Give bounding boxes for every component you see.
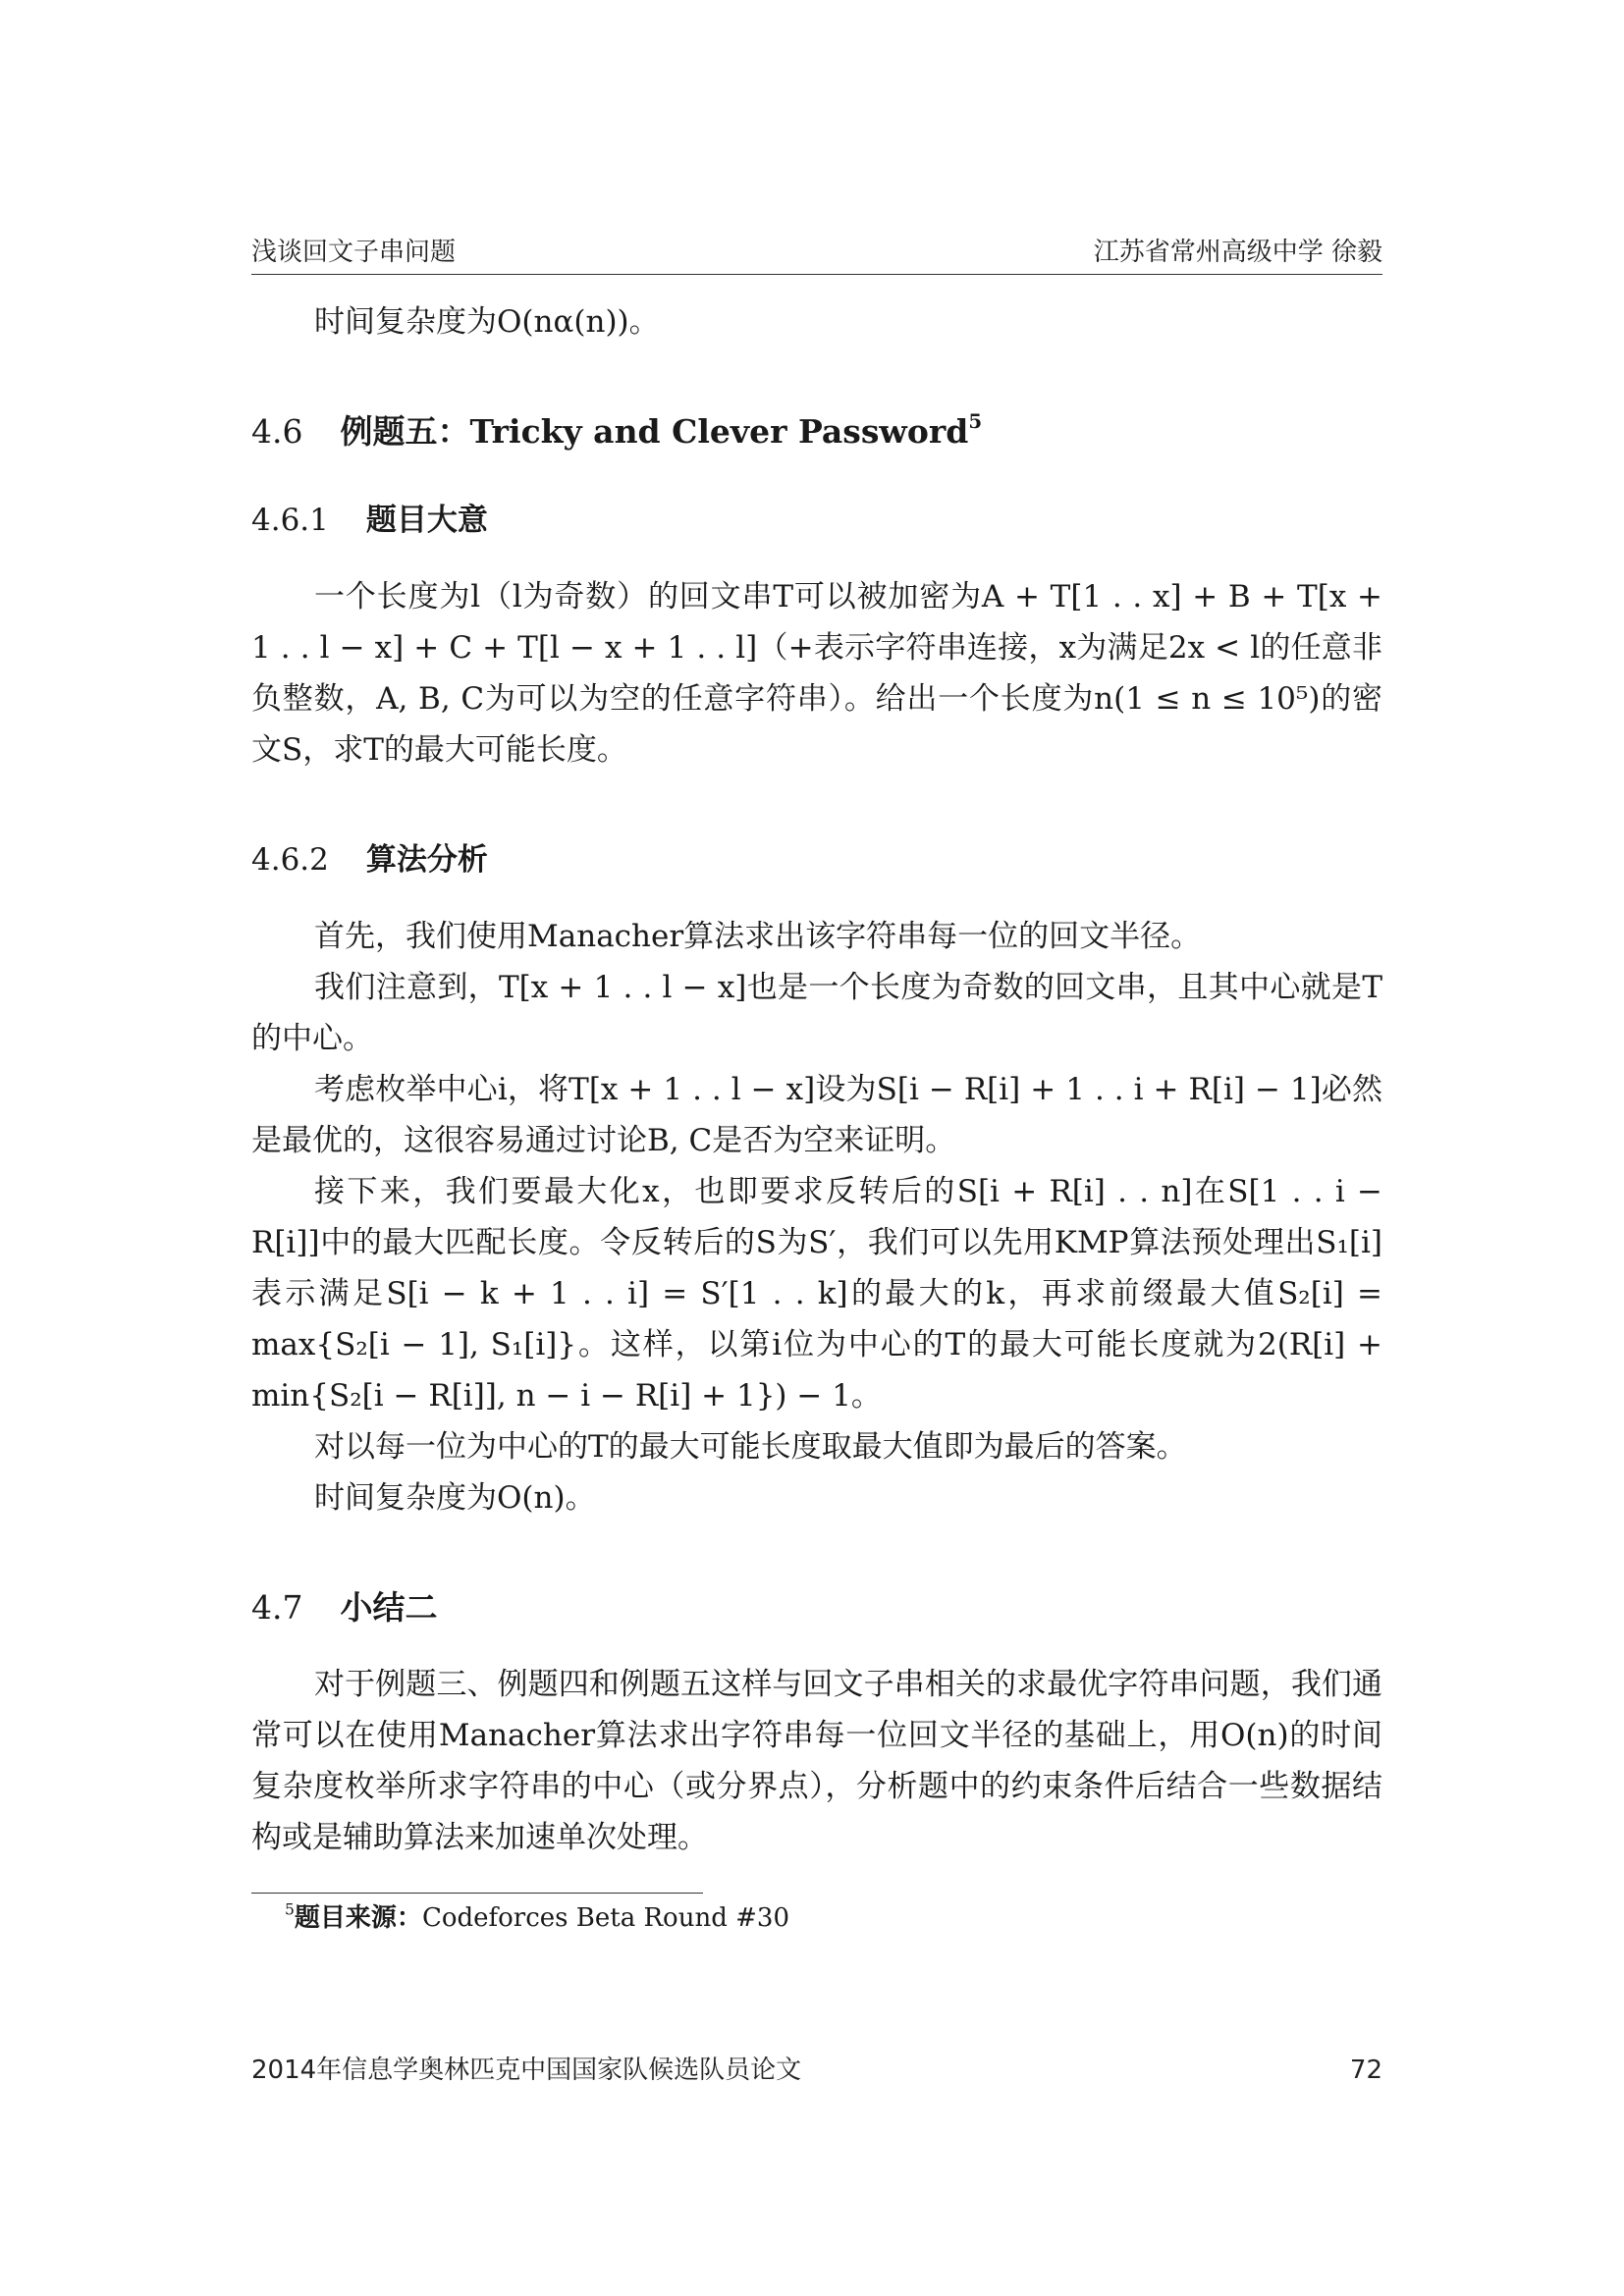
- analysis-paragraph: 时间复杂度为O(n)。: [314, 1480, 596, 1516]
- section-heading-4-7: [251, 1582, 1382, 1633]
- intro-line: 时间复杂度为O(nα(n))。: [314, 304, 660, 340]
- page-number: 72: [1349, 2056, 1382, 2085]
- footer-title: 2014年信息学奥林匹克中国国家队候选队员论文: [251, 2056, 802, 2085]
- subsection-number: 4.6.2: [251, 842, 329, 878]
- subsection-number: 4.6.1: [251, 503, 329, 538]
- section-number: 4.6: [251, 412, 303, 451]
- analysis-paragraph: 对以每一位为中心的T的最大可能长度取最大值即为最后的答案。: [314, 1429, 1187, 1465]
- analysis-paragraph: 接下来，我们要最大化x，也即要求反转后的S[i + R[i] . . n]在S[1 . . i − R[i]]中的最大匹配长度。令反转后的S为S′，我们可以先用KMP算法预处理出S₁[i]表示满足S[i − k + 1 . . i] = S′[1 . . k]的最大的k，再求前缀最大值S₂[i] = max{S₂[i − 1], S₁[i]}。这样，以第i位为中心的T的最大可能长度就为2(R[i] + min{S₂[i − R[i]], n − i − R[i] + 1}) − 1。: [251, 1174, 1382, 1414]
- running-footer: [251, 2050, 1382, 2086]
- analysis-paragraph: 考虑枚举中心i，将T[x + 1 . . l − x]设为S[i − R[i] + 1 . . i + R[i] − 1]必然是最优的，这很容易通过讨论B, C是否为空来证明。: [251, 1072, 1382, 1158]
- problem-statement: 一个长度为l（l为奇数）的回文串T可以被加密为A + T[1 . . x] + B + T[x + 1 . . l − x] + C + T[l − x + 1 . . l]（+表示字符串连接，x为满足2x < l的任意非负整数，A, B, C为可以为空的任意字符串）。给出一个长度为n(1 ≤ n ≤ 10⁵)的密文S，求T的最大可能长度。: [251, 579, 1382, 768]
- header-rule: [251, 274, 1382, 275]
- analysis-paragraph: 首先，我们使用Manacher算法求出该字符串每一位的回文半径。: [314, 919, 1202, 954]
- summary-paragraph: 对于例题三、例题四和例题五这样与回文子串相关的求最优字符串问题，我们通常可以在使用Manacher算法求出字符串每一位回文半径的基础上，用O(n)的时间复杂度枚举所求字符串的中心（或分界点），分析题中的约束条件后结合一些数据结构或是辅助算法来加速单次处理。: [251, 1667, 1382, 1855]
- footnote-mark: 5: [968, 409, 983, 434]
- header-title: 浅谈回文子串问题: [251, 238, 457, 267]
- header-author: 江苏省常州高级中学 徐毅: [1093, 238, 1382, 267]
- subsection-title: 算法分析: [365, 842, 488, 878]
- subsection-heading-4-6-1: [251, 495, 1382, 546]
- section-title: 例题五：Tricky and Clever Password$^5$: [340, 409, 983, 451]
- main-content: [251, 296, 1382, 1863]
- footnote-text: Codeforces Beta Round #30: [421, 1903, 789, 1933]
- analysis-paragraph: 我们注意到，T[x + 1 . . l − x]也是一个长度为奇数的回文串，且其中心就是T的中心。: [251, 970, 1382, 1056]
- subsection-heading-4-6-2: [251, 834, 1382, 885]
- running-header: [251, 232, 1382, 268]
- section-heading-4-6: [251, 406, 1382, 457]
- footnote-rule: [251, 1893, 703, 1894]
- section-title: 小结二: [340, 1588, 438, 1627]
- footnote-label: 题目来源：: [294, 1903, 422, 1933]
- subsection-title: 题目大意: [365, 503, 488, 538]
- footnote-mark: 5: [285, 1900, 295, 1919]
- footnote: [285, 1898, 789, 1938]
- section-number: 4.7: [251, 1588, 303, 1627]
